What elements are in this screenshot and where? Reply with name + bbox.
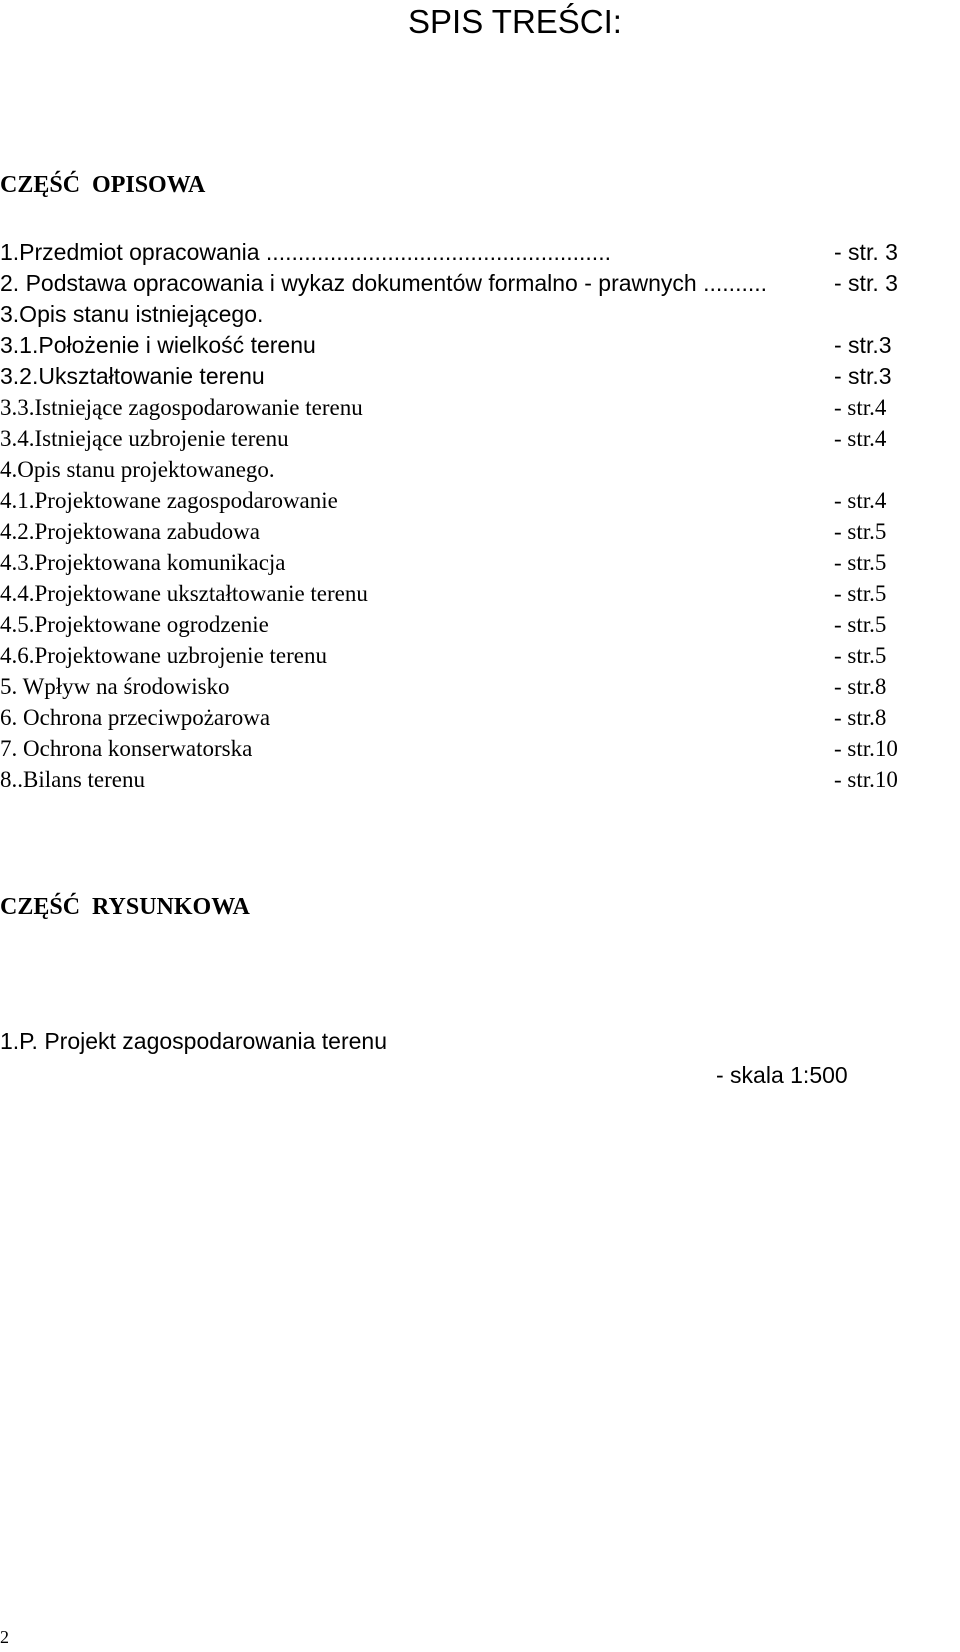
toc-entry-page: - str.5 xyxy=(834,581,887,606)
drawing-entry-1 xyxy=(0,990,960,1088)
toc-entry-4-1 xyxy=(0,485,960,516)
toc-entry-page: - str.5 xyxy=(834,550,887,575)
toc-entry-page: - str.3 xyxy=(834,363,892,389)
toc-entry-8 xyxy=(0,764,960,795)
toc-entry-label: 3.4.Istniejące uzbrojenie terenu xyxy=(0,426,289,451)
toc-entry-3 xyxy=(0,299,960,330)
table-of-contents xyxy=(0,237,960,795)
toc-entry-label: 6. Ochrona przeciwpożarowa xyxy=(0,705,271,730)
toc-entry-page: - str.8 xyxy=(834,705,887,730)
toc-entry-page: - str.5 xyxy=(834,612,887,637)
toc-entry-label: 4.3.Projektowana komunikacja xyxy=(0,550,286,575)
toc-entry-label: 4.2.Projektowana zabudowa xyxy=(0,519,260,544)
toc-entry-page: - str.10 xyxy=(834,736,898,761)
toc-entry-4-4 xyxy=(0,578,960,609)
toc-entry-label: 4.1.Projektowane zagospodarowanie xyxy=(0,488,338,513)
toc-entry-page: - str.4 xyxy=(834,488,887,513)
drawing-entry-label: 1.P. Projekt zagospodarowania terenu xyxy=(0,1028,388,1054)
toc-entry-label: 5. Wpływ na środowisko xyxy=(0,674,230,699)
toc-entry-label: 4.Opis stanu projektowanego. xyxy=(0,457,275,482)
page-title: SPIS TREŚCI: xyxy=(408,3,622,40)
toc-entry-4-2 xyxy=(0,516,960,547)
toc-entry-page: - str.8 xyxy=(834,674,887,699)
toc-entry-3-4 xyxy=(0,423,960,454)
toc-entry-page: - str.3 xyxy=(834,332,892,358)
toc-entry-5 xyxy=(0,671,960,702)
toc-entry-4-6 xyxy=(0,640,960,671)
toc-entry-page: - str.10 xyxy=(834,767,898,792)
toc-entry-label: 3.1.Położenie i wielkość terenu xyxy=(0,332,316,358)
descriptive-part-heading: CZĘŚĆ OPISOWA xyxy=(0,172,206,198)
drawing-part-heading: CZĘŚĆ RYSUNKOWA xyxy=(0,894,250,920)
page-number: 2 xyxy=(0,1627,9,1647)
toc-entry-7 xyxy=(0,733,960,764)
toc-entry-label: 3.2.Ukształtowanie terenu xyxy=(0,363,265,389)
toc-entry-label: 3.Opis stanu istniejącego. xyxy=(0,301,264,327)
toc-entry-3-1 xyxy=(0,330,960,361)
toc-entry-page: - str.4 xyxy=(834,426,887,451)
drawing-entry-scale: - skala 1:500 xyxy=(716,1062,848,1088)
toc-entry-3-2 xyxy=(0,361,960,392)
toc-entry-page: - str.5 xyxy=(834,519,887,544)
toc-entry-label: 3.3.Istniejące zagospodarowanie terenu xyxy=(0,395,363,420)
toc-entry-label: 2. Podstawa opracowania i wykaz dokumentów formalno - prawnych .......... xyxy=(0,270,768,296)
toc-entry-label: 4.4.Projektowane ukształtowanie terenu xyxy=(0,581,368,606)
toc-entry-page: - str.4 xyxy=(834,395,887,420)
toc-entry-label: 4.5.Projektowane ogrodzenie xyxy=(0,612,269,637)
toc-entry-label: 8..Bilans terenu xyxy=(0,767,145,792)
toc-entry-4-3 xyxy=(0,547,960,578)
toc-entry-4 xyxy=(0,454,960,485)
toc-entry-page: - str. 3 xyxy=(834,239,898,265)
toc-entry-label: 1.Przedmiot opracowania ...................................................... xyxy=(0,239,611,265)
toc-entry-3-3 xyxy=(0,392,960,423)
toc-entry-6 xyxy=(0,702,960,733)
toc-entry-4-5 xyxy=(0,609,960,640)
toc-entry-label: 7. Ochrona konserwatorska xyxy=(0,736,253,761)
toc-entry-1 xyxy=(0,237,960,268)
toc-entry-2 xyxy=(0,268,960,299)
toc-entry-page: - str. 3 xyxy=(834,270,898,296)
toc-entry-page: - str.5 xyxy=(834,643,887,668)
toc-entry-label: 4.6.Projektowane uzbrojenie terenu xyxy=(0,643,327,668)
